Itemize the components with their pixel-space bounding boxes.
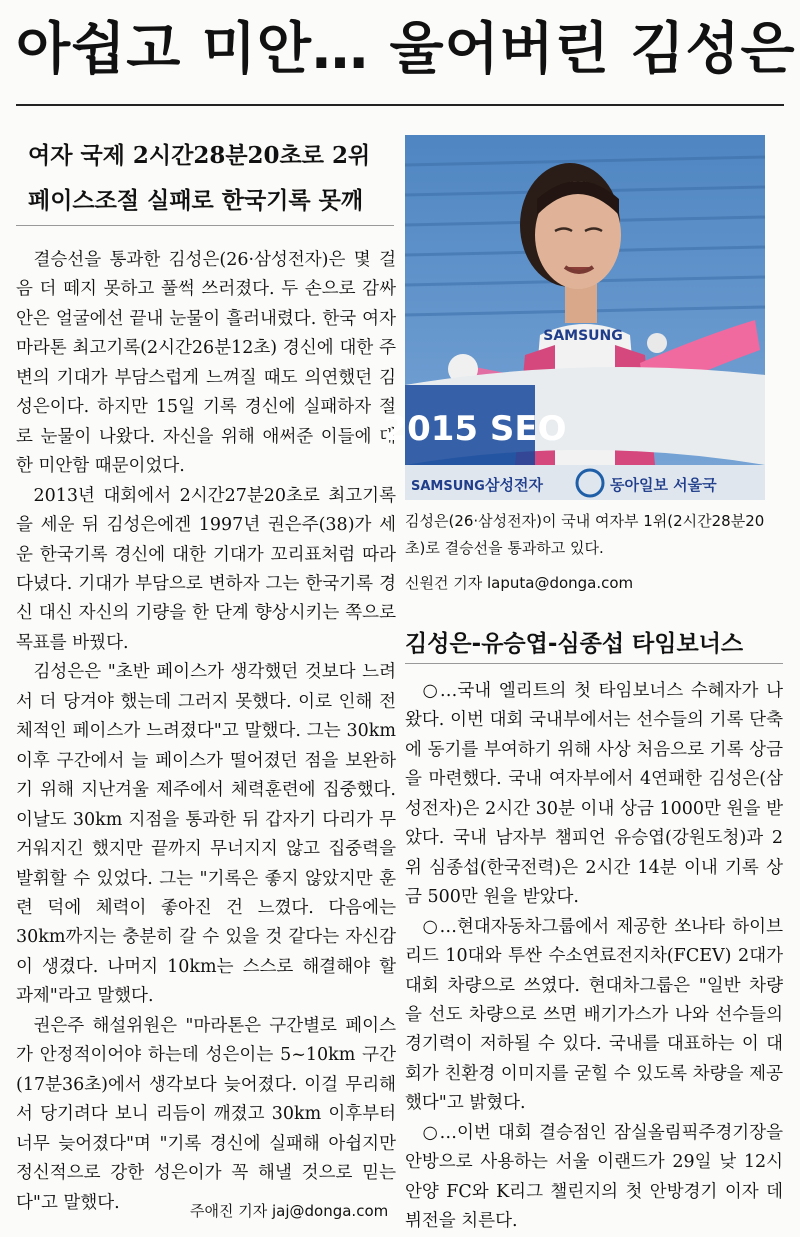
banner-donga-text: 동아일보 서울국 [610,476,717,494]
sidebar-paragraph: ○…이번 대회 결승점인 잠실올림픽주경기장을 안방으로 사용하는 서울 이랜드가 29일 낮 12시 안양 FC와 K리그 챌린지의 첫 안방경기 이자 데뷔전을 치른다. [405,1122,783,1232]
main-paragraph: 2013년 대회에서 2시간27분20초로 최고기록을 세운 뒤 김성은에겐 1997년 권은주(38)가 세운 한국기록 경신에 대한 기대가 꼬리표처럼 따라다녔다. 기대가 부담으로 변하자 그는 한국기록 경신 대신 자신의 기량을 한 단계 향상시키는 쪽으로 목표를 바꿨다. [16,485,396,653]
main-paragraph: 권은주 해설위원은 "마라톤은 구간별로 페이스가 안정적이어야 하는데 성은이는 5~10km 구간(17분36초)에서 생각보다 늦어졌다. 이걸 무리해서 당기려다 보니 리듬이 깨졌고 30km 이후부터 너무 늦어졌다"며 "기록 경신에 실패해 아쉽지만 정신적으로 강한 성은이가 꼭 해낼 것으로 믿는다"고 말했다. [16,1015,396,1213]
main-paragraph: 결승선을 통과한 김성은(26·삼성전자)은 몇 걸음 더 떼지 못하고 풀썩 쓰러졌다. 두 손으로 감싸 안은 얼굴에선 끝내 눈물이 흘러내렸다. 한국 여자 마라톤 최고기록(2시간26분12초) 경신에 대한 주변의 기대가 부담스럽게 느껴질 때도 의연했던 김성은이다. 하지만 15일 기록 경신에 실패하자 절로 눈물이 나왔다. 자신을 위해 애써준 이들에 대한 미안함 때문이었다. [16,250,396,477]
subhead-2: 페이스조절 실패로 한국기록 못깨 [28,187,364,214]
sidebar-rule [405,663,783,664]
main-article-body [16,246,396,1218]
main-byline: 주애진 기자 jaj@donga.com [190,1202,389,1220]
banner-samsung-kr-text: 삼성전자 [485,476,543,494]
sidebar-paragraph: ○…현대자동차그룹에서 제공한 쏘나타 하이브리드 10대와 투싼 수소연료전지차(FCEV) 2대가 대회 차량으로 쓰였다. 현대차그룹은 "일반 차량을 선도 차량으로 쓰면 배기가스가 나와 선수들의 경기력이 저하될 수 있다. 국내를 대표하는 이 대회가 친환경 이미지를 굳힐 수 있도록 차량을 제공했다"고 밝혔다. [405,916,783,1114]
photo-byline: 신원건 기자 laputa@donga.com [405,574,634,592]
shirt-sponsor-text: SAMSUNG [543,328,623,344]
banner-bib-text: 2015 SEO [383,409,567,449]
sidebar-paragraph: ○…국내 엘리트의 첫 타임보너스 수혜자가 나왔다. 이번 대회 국내부에서는 선수들의 기록 단축에 동기를 부여하기 위해 사상 처음으로 기록 상금을 마련했다. 국내 여자부에서 4연패한 김성은(삼성전자)은 2시간 30분 이내 상금 1000만 원을 받았다. 국내 남자부 챔피언 유승엽(강원도청)과 2위 심종섭(한국전력)은 2시간 14분 이내 기록 상금 500만 원을 받았다. [405,681,783,908]
photo-caption: 김성은(26·삼성전자)이 국내 여자부 1위(2시간28분20초)로 결승선을 통과하고 있다. [405,512,765,557]
main-paragraph: 김성은은 "초반 페이스가 생각했던 것보다 느려서 더 당겨야 했는데 그러지 못했다. 이로 인해 전체적인 페이스가 느려졌다"고 말했다. 그는 30km 이후 구간에서 늘 페이스가 떨어졌던 점을 보완하기 위해 지난겨울 제주에서 체력훈련에 집중했다. 이날도 30km 지점을 통과한 뒤 갑자기 다리가 무거워지긴 했지만 끝까지 무너지지 않고 집중력을 발휘할 수 있었다. 그는 "기록은 좋지 않았지만 훈련 덕에 체력이 좋아진 건 느꼈다. 다음에는 30km까지는 충분히 갈 수 있을 것 같다는 자신감이 생겼다. 나머지 10km는 스스로 해결해야 할 과제"라고 말했다. [16,662,396,1007]
headline: 아쉽고 미안… 울어버린 김성은 [16,17,796,82]
headline-rule [16,104,784,106]
runner-photo [383,135,765,500]
runner-photo-illustration [383,135,765,500]
sidebar-title: 김성은-유승엽-심종섭 타임보너스 [405,631,744,657]
subhead-rule [16,225,394,226]
subhead-1: 여자 국제 2시간28분20초로 2위 [28,142,371,169]
sidebar-body [405,677,783,1237]
banner-samsung-text: SAMSUNG [411,479,485,494]
